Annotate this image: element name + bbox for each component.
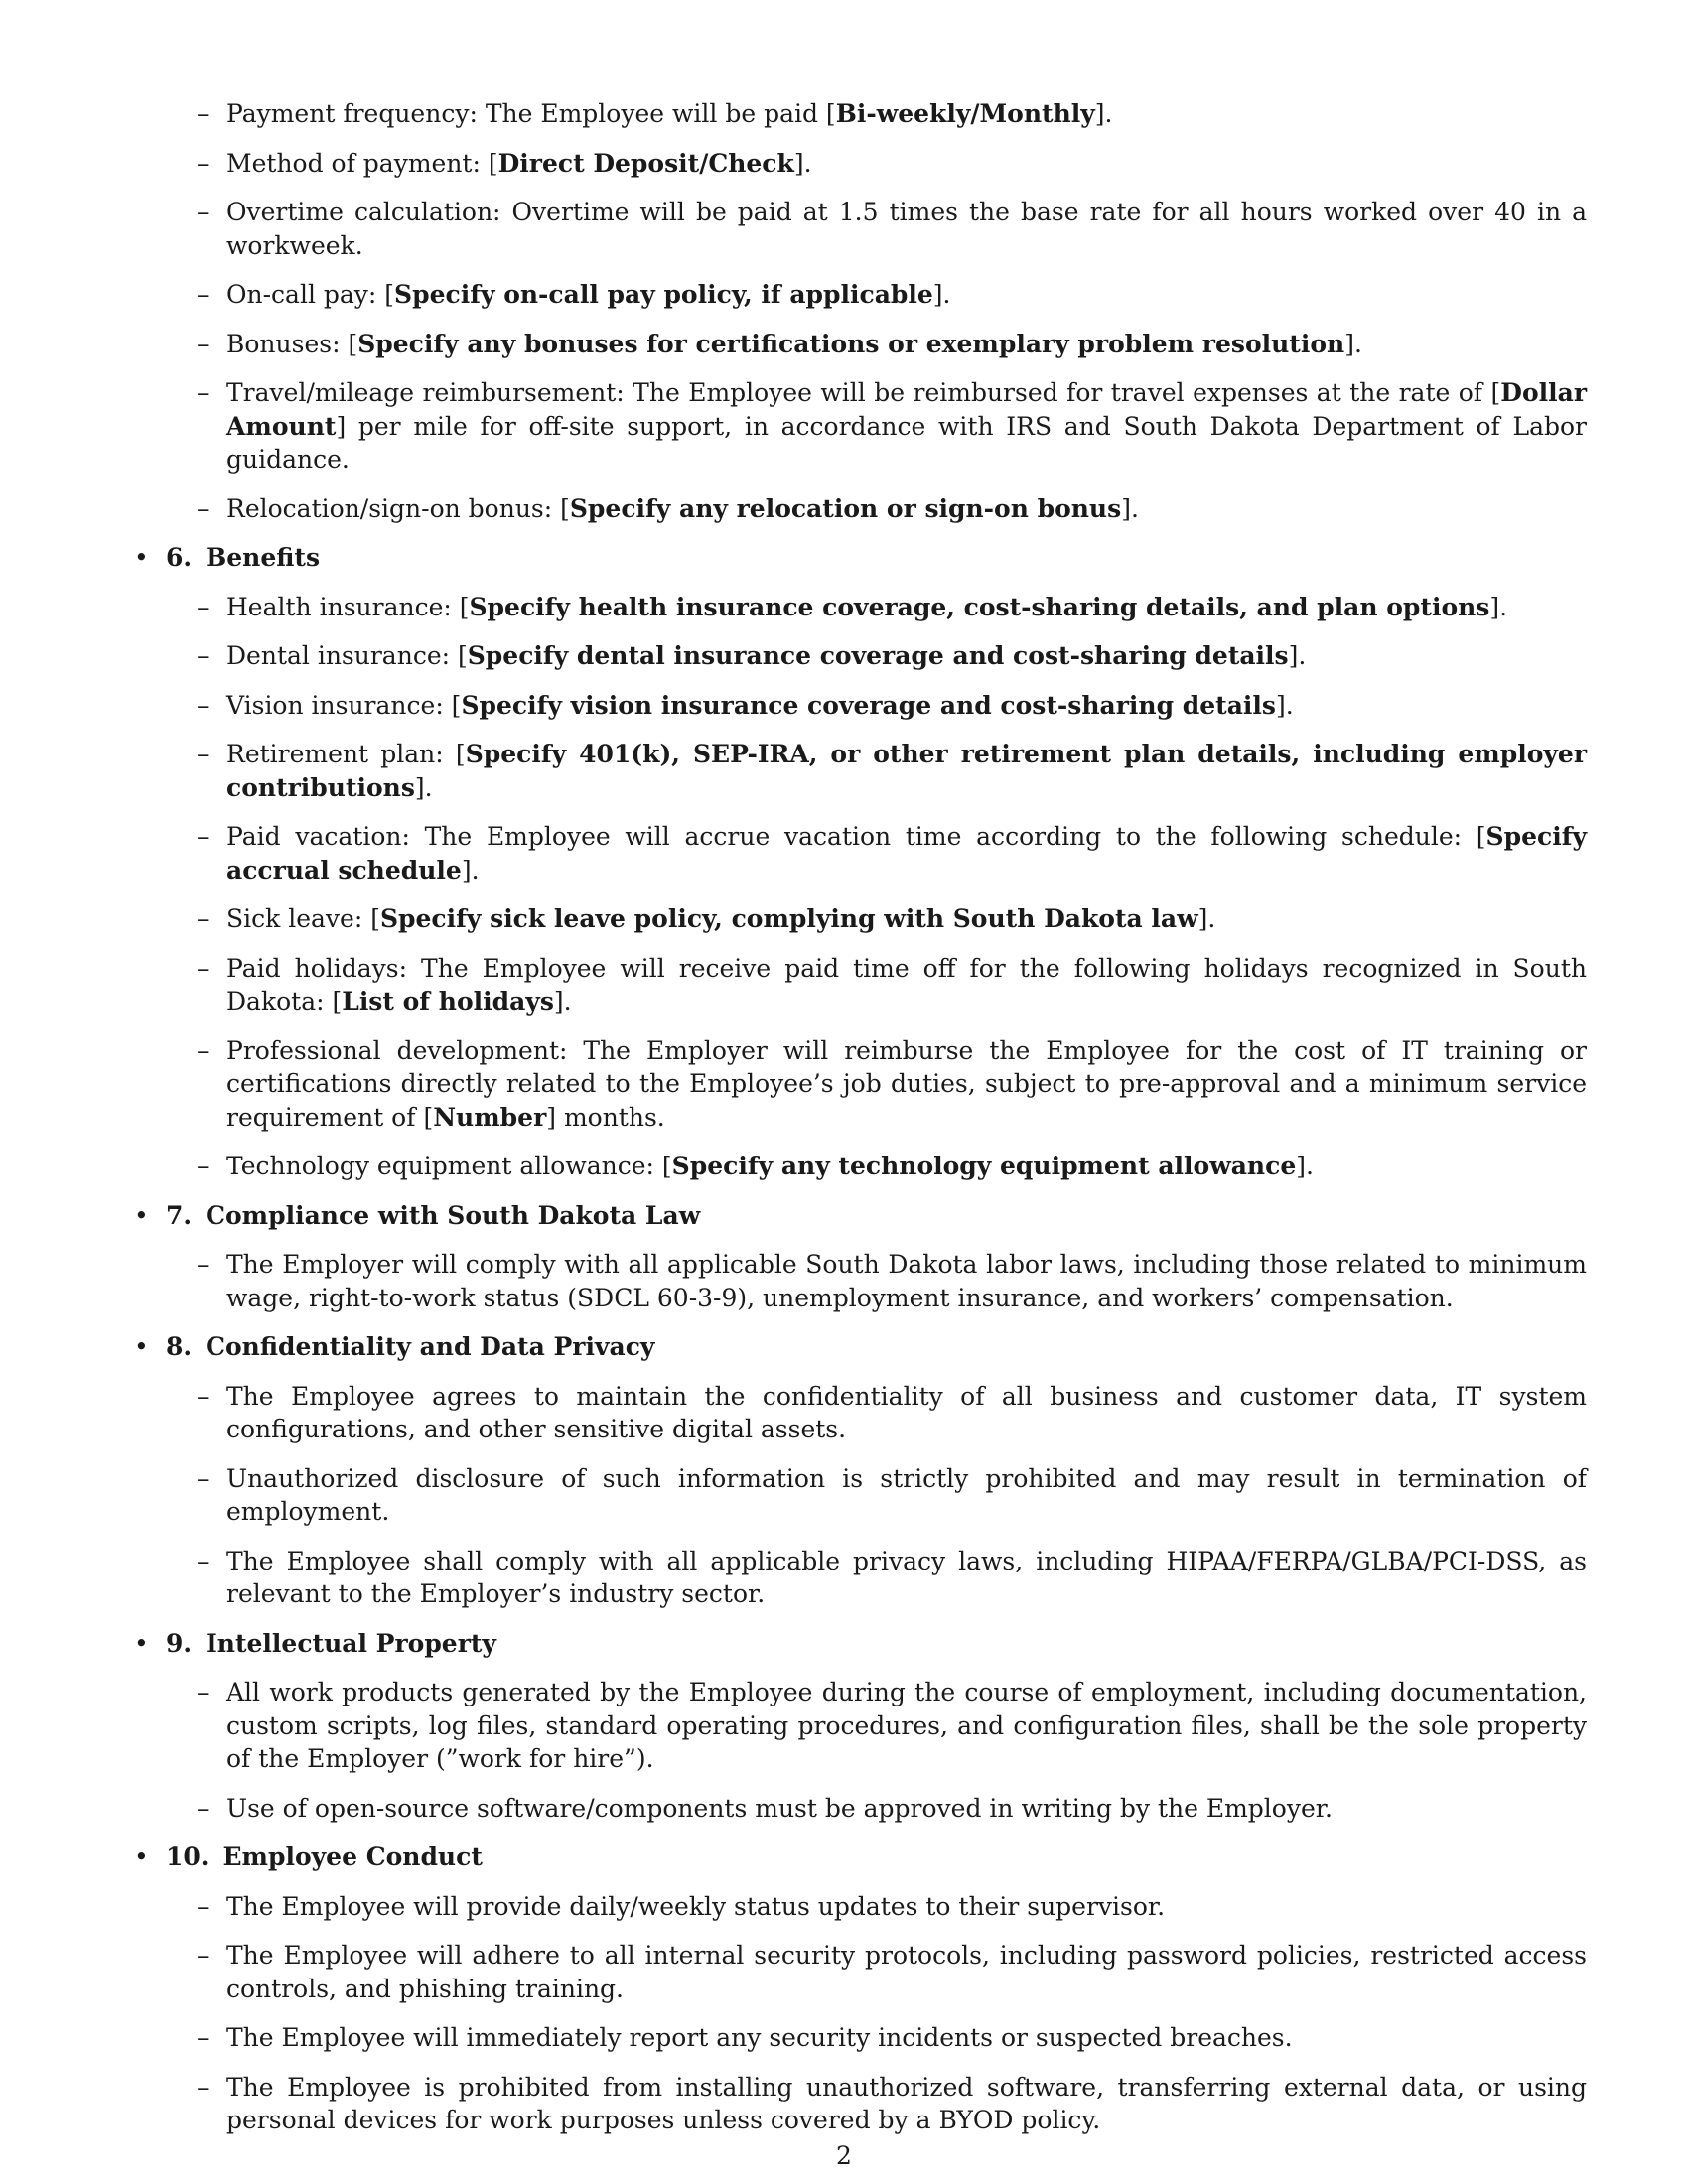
item-text: Health insurance: [ [226, 592, 470, 621]
dash-icon: – [197, 822, 210, 851]
item-text: The Employee is prohibited from installing unauthorized software, transferring external data, or using personal devices for work purposes unless covered by a BYOD policy. [226, 2072, 1587, 2134]
list-item [197, 278, 1587, 312]
item-text: The Employee shall comply with all applicable privacy laws, including HIPAA/FERPA/GLBA/PCI-DSS, as relevant to the Employer’s industry sector. [226, 1546, 1587, 1608]
item-text: The Employee will immediately report any security incidents or suspected breaches. [226, 2023, 1293, 2052]
dash-icon: – [197, 148, 210, 178]
item-text: ]. [461, 855, 480, 885]
placeholder-text: Dollar Amount [226, 378, 1587, 441]
list-item [197, 738, 1587, 804]
item-text: Use of open-source software/components must be approved in writing by the Employer. [226, 1793, 1333, 1823]
dash-icon: – [197, 329, 210, 358]
section-title: Intellectual Property [206, 1628, 496, 1658]
item-text: Sick leave: [ [226, 904, 380, 933]
item-text: ]. [553, 987, 572, 1016]
section-heading [134, 1627, 1589, 1661]
section-number: 7. [166, 1200, 193, 1230]
list-item [197, 1939, 1587, 2005]
dash-icon: – [197, 280, 210, 309]
placeholder-text: Specify sick leave policy, complying with South Dakota law [379, 904, 1198, 933]
item-text: Overtime calculation: Overtime will be paid at 1.5 times the base rate for all hours worked over 40 in a workweek. [226, 198, 1587, 260]
item-text: The Employer will comply with all applicable South Dakota labor laws, including those related to minimum wage, right-to-work status (SDCL 60-3-9), unemployment insurance, and workers’ compensation. [226, 1250, 1587, 1312]
section-number: 6. [166, 543, 193, 572]
placeholder-text: Specify health insurance coverage, cost-sharing details, and plan options [469, 592, 1490, 621]
list-item [197, 147, 1587, 181]
list-item [197, 196, 1587, 262]
dash-icon: – [197, 1546, 210, 1575]
item-text: Method of payment: [ [226, 148, 498, 178]
bullet-icon: • [134, 543, 149, 572]
dash-icon: – [197, 198, 210, 226]
section-number: 8. [166, 1332, 193, 1361]
placeholder-text: Specify any bonuses for certifications or exemplary problem resolution [357, 329, 1345, 358]
item-text: ]. [1094, 99, 1113, 128]
item-text: Retirement plan: [ [226, 740, 466, 768]
dash-icon: – [197, 592, 210, 621]
dash-icon: – [197, 493, 210, 523]
item-text: Travel/mileage reimbursement: The Employee will be reimbursed for travel expenses at the rate of [ [226, 378, 1501, 407]
placeholder-text: Specify accrual schedule [226, 822, 1587, 885]
dash-icon: – [197, 2023, 210, 2052]
item-text: ]. [1288, 641, 1307, 670]
dash-icon: – [197, 1891, 210, 1921]
list-item [197, 492, 1587, 526]
item-text: Relocation/sign-on bonus: [ [226, 493, 570, 523]
item-text: ]. [1344, 329, 1362, 358]
item-text: ]. [1197, 904, 1216, 933]
item-text: Unauthorized disclosure of such information is strictly prohibited and may result in termination of employment. [226, 1463, 1587, 1526]
item-text: ]. [414, 772, 433, 802]
list-item [197, 952, 1587, 1019]
placeholder-text: Specify any technology equipment allowance [671, 1152, 1297, 1180]
list-item [197, 1545, 1587, 1611]
dash-icon: – [197, 2072, 210, 2102]
item-text: ]. [932, 280, 951, 309]
section-title: Benefits [206, 543, 321, 572]
placeholder-text: Bi-weekly/Monthly [835, 99, 1095, 128]
list-item [197, 328, 1587, 361]
placeholder-text: Specify any relocation or sign-on bonus [569, 493, 1122, 523]
document-body [134, 97, 1589, 2153]
dash-icon: – [197, 690, 210, 720]
dash-icon: – [197, 1035, 210, 1065]
item-text: Bonuses: [ [226, 329, 358, 358]
list-item [197, 639, 1587, 673]
section-number: 9. [166, 1628, 193, 1658]
list-item [197, 1462, 1587, 1529]
list-item [197, 376, 1587, 477]
item-text: Paid holidays: The Employee will receive paid time off for the following holidays recognized in South Dakota: [ [226, 953, 1587, 1016]
item-text: Paid vacation: The Employee will accrue vacation time according to the following schedule: [ [226, 822, 1486, 851]
section-title: Employee Conduct [222, 1843, 483, 1871]
item-text: ] per mile for off-site support, in accordance with IRS and South Dakota Department of Labor guidance. [226, 411, 1587, 474]
section-title: Compliance with South Dakota Law [206, 1200, 701, 1230]
list-item [197, 1380, 1587, 1446]
dash-icon: – [197, 1152, 210, 1180]
list-item [197, 820, 1587, 887]
placeholder-text: Number [433, 1102, 547, 1132]
placeholder-text: Direct Deposit/Check [497, 148, 794, 178]
item-text: Payment frequency: The Employee will be paid [ [226, 99, 836, 128]
dash-icon: – [197, 1793, 210, 1823]
item-text: ]. [1296, 1152, 1314, 1180]
section-heading [134, 1199, 1589, 1233]
list-item [197, 1150, 1587, 1183]
item-text: Technology equipment allowance: [ [226, 1152, 672, 1180]
list-item [197, 1676, 1587, 1776]
section-heading [134, 1330, 1589, 1364]
bullet-icon: • [134, 1200, 149, 1230]
dash-icon: – [197, 641, 210, 670]
item-text: ]. [1275, 690, 1294, 720]
placeholder-text: Specify on-call pay policy, if applicable [394, 280, 933, 309]
list-item [197, 1034, 1587, 1135]
item-text: The Employee agrees to maintain the confidentiality of all business and customer data, IT system configurations, and other sensitive digital assets. [226, 1381, 1587, 1443]
bullet-icon: • [134, 1843, 149, 1871]
list-item [197, 2021, 1587, 2055]
item-text: Vision insurance: [ [226, 690, 462, 720]
dash-icon: – [197, 1381, 210, 1411]
list-item [197, 902, 1587, 936]
dash-icon: – [197, 1463, 210, 1493]
section-title: Confidentiality and Data Privacy [206, 1332, 655, 1361]
dash-icon: – [197, 99, 210, 128]
placeholder-text: List of holidays [342, 987, 554, 1016]
section-heading [134, 1841, 1589, 1874]
dash-icon: – [197, 953, 210, 983]
item-text: ]. [1121, 493, 1139, 523]
dash-icon: – [197, 1678, 210, 1706]
list-item [197, 591, 1587, 624]
list-item [197, 1248, 1587, 1314]
item-text: ]. [1489, 592, 1508, 621]
dash-icon: – [197, 740, 210, 768]
dash-icon: – [197, 1941, 210, 1970]
list-item [197, 2071, 1587, 2137]
placeholder-text: Specify 401(k), SEP-IRA, or other retirement plan details, including employer contributions [226, 740, 1587, 802]
item-text: On-call pay: [ [226, 280, 395, 309]
section-number: 10. [166, 1843, 210, 1871]
list-item [197, 97, 1587, 131]
item-text: All work products generated by the Employee during the course of employment, including documentation, custom scripts, log files, standard operating procedures, and configuration files, shall be the sole property of the Employer (”work for hire”). [226, 1678, 1587, 1773]
list-item [197, 1890, 1587, 1924]
list-item [197, 689, 1587, 723]
page-number: 2 [836, 2141, 852, 2170]
dash-icon: – [197, 1250, 210, 1279]
item-text: The Employee will provide daily/weekly status updates to their supervisor. [226, 1891, 1166, 1921]
placeholder-text: Specify dental insurance coverage and cost-sharing details [467, 641, 1289, 670]
section-heading [134, 541, 1589, 575]
dash-icon: – [197, 378, 210, 407]
item-text: The Employee will adhere to all internal security protocols, including password policies, restricted access controls, and phishing training. [226, 1941, 1587, 2003]
bullet-icon: • [134, 1332, 149, 1361]
bullet-icon: • [134, 1628, 149, 1658]
dash-icon: – [197, 904, 210, 933]
placeholder-text: Specify vision insurance coverage and cost-sharing details [461, 690, 1276, 720]
item-text: ] months. [546, 1102, 665, 1132]
item-text: ]. [793, 148, 812, 178]
item-text: Dental insurance: [ [226, 641, 468, 670]
list-item [197, 1792, 1587, 1826]
item-text: Professional development: The Employer will reimburse the Employee for the cost of IT training or certifications directly related to the Employee’s job duties, subject to pre-approval and a minimum service requirement of [ [226, 1035, 1587, 1132]
